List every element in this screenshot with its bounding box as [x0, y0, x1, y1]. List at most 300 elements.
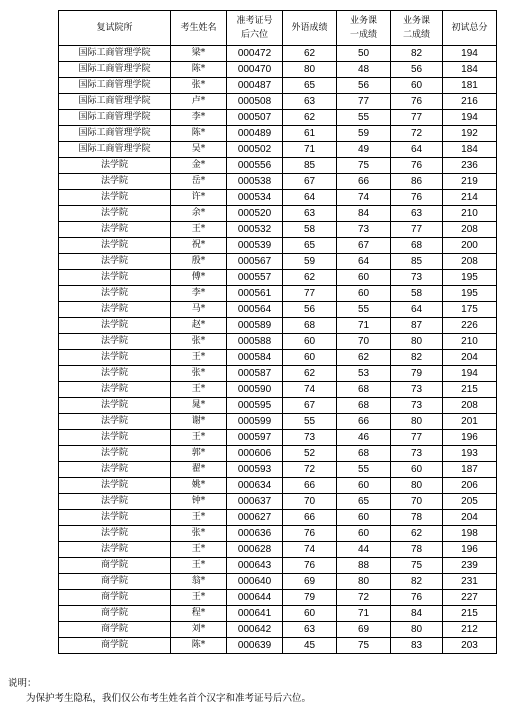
subject-2-cell: 73 [391, 446, 443, 462]
exam-id-cell: 000538 [227, 174, 283, 190]
total-cell: 184 [443, 62, 497, 78]
foreign-language-cell: 71 [283, 142, 337, 158]
header-exam-id-line: 后六位 [240, 30, 268, 40]
subject-1-cell: 62 [337, 350, 391, 366]
subject-1-cell: 50 [337, 46, 391, 62]
subject-1-cell: 72 [337, 590, 391, 606]
total-cell: 196 [443, 542, 497, 558]
subject-1-cell: 68 [337, 398, 391, 414]
subject-1-cell: 80 [337, 574, 391, 590]
foreign-language-cell: 62 [283, 110, 337, 126]
name-cell: 刘* [171, 622, 227, 638]
foreign-language-cell: 56 [283, 302, 337, 318]
subject-2-cell: 76 [391, 190, 443, 206]
exam-id-cell: 000599 [227, 414, 283, 430]
institute-cell: 法学院 [59, 206, 171, 222]
subject-1-cell: 66 [337, 174, 391, 190]
name-cell: 马* [171, 302, 227, 318]
table-row [59, 270, 497, 286]
subject-2-cell: 73 [391, 270, 443, 286]
foreign-language-cell: 70 [283, 494, 337, 510]
foreign-language-cell: 60 [283, 606, 337, 622]
table-row [59, 478, 497, 494]
foreign-language-cell: 74 [283, 382, 337, 398]
total-cell: 175 [443, 302, 497, 318]
total-cell: 206 [443, 478, 497, 494]
exam-id-cell: 000489 [227, 126, 283, 142]
name-cell: 王* [171, 542, 227, 558]
exam-id-cell: 000606 [227, 446, 283, 462]
total-cell: 194 [443, 46, 497, 62]
table-row [59, 462, 497, 478]
subject-2-cell: 62 [391, 526, 443, 542]
total-cell: 215 [443, 606, 497, 622]
subject-2-cell: 82 [391, 46, 443, 62]
institute-cell: 国际工商管理学院 [59, 142, 171, 158]
exam-id-cell: 000534 [227, 190, 283, 206]
subject-1-cell: 65 [337, 494, 391, 510]
total-cell: 216 [443, 94, 497, 110]
total-cell: 181 [443, 78, 497, 94]
subject-2-cell: 78 [391, 542, 443, 558]
institute-cell: 国际工商管理学院 [59, 62, 171, 78]
institute-cell: 商学院 [59, 558, 171, 574]
foreign-language-cell: 63 [283, 622, 337, 638]
table-row [59, 542, 497, 558]
subject-1-cell: 60 [337, 286, 391, 302]
total-cell: 215 [443, 382, 497, 398]
subject-1-cell: 75 [337, 158, 391, 174]
name-cell: 赵* [171, 318, 227, 334]
name-cell: 王* [171, 510, 227, 526]
institute-cell: 国际工商管理学院 [59, 94, 171, 110]
name-cell: 翁* [171, 574, 227, 590]
exam-id-cell: 000556 [227, 158, 283, 174]
exam-id-cell: 000561 [227, 286, 283, 302]
table-row [59, 254, 497, 270]
table-row [59, 414, 497, 430]
table-row [59, 318, 497, 334]
name-cell: 晁* [171, 398, 227, 414]
table-row [59, 222, 497, 238]
institute-cell: 法学院 [59, 494, 171, 510]
foreign-language-cell: 67 [283, 174, 337, 190]
subject-1-cell: 59 [337, 126, 391, 142]
header-total [443, 11, 497, 46]
exam-id-cell: 000507 [227, 110, 283, 126]
foreign-language-cell: 67 [283, 398, 337, 414]
exam-id-cell: 000641 [227, 606, 283, 622]
foreign-language-cell: 55 [283, 414, 337, 430]
name-cell: 王* [171, 222, 227, 238]
table-row [59, 510, 497, 526]
table-row [59, 238, 497, 254]
total-cell: 219 [443, 174, 497, 190]
total-cell: 194 [443, 366, 497, 382]
name-cell: 张* [171, 78, 227, 94]
subject-1-cell: 60 [337, 510, 391, 526]
foreign-language-cell: 79 [283, 590, 337, 606]
exam-id-cell: 000640 [227, 574, 283, 590]
exam-id-cell: 000564 [227, 302, 283, 318]
table-row [59, 526, 497, 542]
institute-cell: 法学院 [59, 526, 171, 542]
foreign-language-cell: 61 [283, 126, 337, 142]
foreign-language-cell: 72 [283, 462, 337, 478]
total-cell: 195 [443, 286, 497, 302]
total-cell: 205 [443, 494, 497, 510]
table-body [59, 46, 497, 654]
subject-2-cell: 64 [391, 142, 443, 158]
exam-id-cell: 000595 [227, 398, 283, 414]
total-cell: 194 [443, 110, 497, 126]
subject-1-cell: 48 [337, 62, 391, 78]
note-text: 为保护考生隐私，我们仅公布考生姓名首个汉字和准考证号后六位。 [26, 693, 312, 704]
foreign-language-cell: 74 [283, 542, 337, 558]
exam-id-cell: 000639 [227, 638, 283, 654]
table-row [59, 142, 497, 158]
subject-2-cell: 64 [391, 302, 443, 318]
subject-1-cell: 55 [337, 462, 391, 478]
subject-2-cell: 82 [391, 574, 443, 590]
exam-id-cell: 000472 [227, 46, 283, 62]
subject-1-cell: 75 [337, 638, 391, 654]
exam-id-cell: 000587 [227, 366, 283, 382]
name-cell: 傅* [171, 270, 227, 286]
subject-1-cell: 53 [337, 366, 391, 382]
note-title: 说明： [8, 678, 37, 689]
subject-1-cell: 55 [337, 302, 391, 318]
total-cell: 184 [443, 142, 497, 158]
name-cell: 殷* [171, 254, 227, 270]
institute-cell: 法学院 [59, 174, 171, 190]
total-cell: 201 [443, 414, 497, 430]
name-cell: 王* [171, 590, 227, 606]
subject-2-cell: 80 [391, 622, 443, 638]
table-header [59, 11, 497, 46]
exam-id-cell: 000539 [227, 238, 283, 254]
foreign-language-cell: 62 [283, 366, 337, 382]
institute-cell: 商学院 [59, 638, 171, 654]
name-cell: 祝* [171, 238, 227, 254]
table-row [59, 334, 497, 350]
foreign-language-cell: 64 [283, 190, 337, 206]
header-subject-1 [337, 11, 391, 46]
total-cell: 226 [443, 318, 497, 334]
exam-id-cell: 000584 [227, 350, 283, 366]
total-cell: 192 [443, 126, 497, 142]
exam-id-cell: 000589 [227, 318, 283, 334]
table-row [59, 302, 497, 318]
name-cell: 张* [171, 334, 227, 350]
name-cell: 李* [171, 110, 227, 126]
subject-2-cell: 79 [391, 366, 443, 382]
subject-2-cell: 82 [391, 350, 443, 366]
foreign-language-cell: 66 [283, 510, 337, 526]
institute-cell: 法学院 [59, 190, 171, 206]
name-cell: 吴* [171, 142, 227, 158]
foreign-language-cell: 68 [283, 318, 337, 334]
name-cell: 翟* [171, 462, 227, 478]
subject-1-cell: 88 [337, 558, 391, 574]
subject-1-cell: 71 [337, 318, 391, 334]
subject-1-cell: 44 [337, 542, 391, 558]
foreign-language-cell: 65 [283, 78, 337, 94]
header-subject-2-line: 二成绩 [402, 30, 430, 40]
institute-cell: 法学院 [59, 430, 171, 446]
foreign-language-cell: 58 [283, 222, 337, 238]
subject-1-cell: 69 [337, 622, 391, 638]
exam-id-cell: 000557 [227, 270, 283, 286]
subject-1-cell: 77 [337, 94, 391, 110]
table-row [59, 126, 497, 142]
name-cell: 许* [171, 190, 227, 206]
total-cell: 212 [443, 622, 497, 638]
institute-cell: 法学院 [59, 398, 171, 414]
institute-cell: 法学院 [59, 270, 171, 286]
table-row [59, 158, 497, 174]
total-cell: 208 [443, 222, 497, 238]
subject-2-cell: 73 [391, 382, 443, 398]
foreign-language-cell: 66 [283, 478, 337, 494]
institute-cell: 法学院 [59, 510, 171, 526]
subject-2-cell: 83 [391, 638, 443, 654]
header-name [171, 11, 227, 46]
subject-2-cell: 70 [391, 494, 443, 510]
foreign-language-cell: 63 [283, 206, 337, 222]
subject-2-cell: 72 [391, 126, 443, 142]
name-cell: 陈* [171, 638, 227, 654]
total-cell: 208 [443, 398, 497, 414]
name-cell: 张* [171, 366, 227, 382]
total-cell: 193 [443, 446, 497, 462]
foreign-language-cell: 63 [283, 94, 337, 110]
subject-1-cell: 64 [337, 254, 391, 270]
exam-id-cell: 000508 [227, 94, 283, 110]
subject-1-cell: 73 [337, 222, 391, 238]
subject-2-cell: 56 [391, 62, 443, 78]
foreign-language-cell: 60 [283, 334, 337, 350]
name-cell: 陈* [171, 62, 227, 78]
exam-id-cell: 000597 [227, 430, 283, 446]
subject-2-cell: 75 [391, 558, 443, 574]
subject-1-cell: 55 [337, 110, 391, 126]
exam-id-cell: 000627 [227, 510, 283, 526]
table-row [59, 286, 497, 302]
institute-cell: 商学院 [59, 590, 171, 606]
total-cell: 210 [443, 206, 497, 222]
institute-cell: 国际工商管理学院 [59, 46, 171, 62]
table-row [59, 174, 497, 190]
table-row [59, 62, 497, 78]
institute-cell: 法学院 [59, 286, 171, 302]
header-institute-line: 复试院所 [96, 23, 133, 33]
header-subject-1-line: 业务课 [349, 16, 377, 26]
table-row [59, 350, 497, 366]
total-cell: 227 [443, 590, 497, 606]
subject-2-cell: 60 [391, 462, 443, 478]
subject-2-cell: 86 [391, 174, 443, 190]
foreign-language-cell: 62 [283, 46, 337, 62]
total-cell: 204 [443, 350, 497, 366]
institute-cell: 商学院 [59, 574, 171, 590]
header-subject-2 [391, 11, 443, 46]
total-cell: 236 [443, 158, 497, 174]
exam-id-cell: 000588 [227, 334, 283, 350]
institute-cell: 法学院 [59, 478, 171, 494]
subject-1-cell: 67 [337, 238, 391, 254]
institute-cell: 法学院 [59, 382, 171, 398]
table-row [59, 430, 497, 446]
name-cell: 陈* [171, 126, 227, 142]
institute-cell: 法学院 [59, 318, 171, 334]
table-row [59, 366, 497, 382]
foreign-language-cell: 62 [283, 270, 337, 286]
table-row [59, 78, 497, 94]
subject-2-cell: 80 [391, 478, 443, 494]
name-cell: 姚* [171, 478, 227, 494]
foreign-language-cell: 85 [283, 158, 337, 174]
name-cell: 岳* [171, 174, 227, 190]
total-cell: 200 [443, 238, 497, 254]
scores-table [58, 10, 497, 654]
subject-2-cell: 77 [391, 222, 443, 238]
name-cell: 王* [171, 558, 227, 574]
subject-1-cell: 46 [337, 430, 391, 446]
header-exam-id-line: 准考证号 [236, 16, 273, 26]
subject-2-cell: 73 [391, 398, 443, 414]
subject-1-cell: 60 [337, 526, 391, 542]
table-row [59, 494, 497, 510]
foreign-language-cell: 45 [283, 638, 337, 654]
institute-cell: 法学院 [59, 334, 171, 350]
subject-2-cell: 84 [391, 606, 443, 622]
institute-cell: 国际工商管理学院 [59, 110, 171, 126]
name-cell: 王* [171, 350, 227, 366]
table-row [59, 46, 497, 62]
subject-1-cell: 60 [337, 478, 391, 494]
exam-id-cell: 000502 [227, 142, 283, 158]
name-cell: 卢* [171, 94, 227, 110]
header-foreign-language [283, 11, 337, 46]
table-row [59, 622, 497, 638]
total-cell: 195 [443, 270, 497, 286]
table-row [59, 94, 497, 110]
total-cell: 239 [443, 558, 497, 574]
exam-id-cell: 000487 [227, 78, 283, 94]
subject-2-cell: 58 [391, 286, 443, 302]
subject-2-cell: 77 [391, 430, 443, 446]
institute-cell: 法学院 [59, 414, 171, 430]
foreign-language-cell: 59 [283, 254, 337, 270]
total-cell: 204 [443, 510, 497, 526]
total-cell: 214 [443, 190, 497, 206]
subject-2-cell: 60 [391, 78, 443, 94]
name-cell: 张* [171, 526, 227, 542]
subject-1-cell: 74 [337, 190, 391, 206]
name-cell: 李* [171, 286, 227, 302]
name-cell: 程* [171, 606, 227, 622]
foreign-language-cell: 80 [283, 62, 337, 78]
institute-cell: 国际工商管理学院 [59, 126, 171, 142]
institute-cell: 商学院 [59, 606, 171, 622]
subject-2-cell: 77 [391, 110, 443, 126]
subject-1-cell: 71 [337, 606, 391, 622]
exam-id-cell: 000567 [227, 254, 283, 270]
name-cell: 王* [171, 430, 227, 446]
subject-2-cell: 63 [391, 206, 443, 222]
subject-2-cell: 76 [391, 590, 443, 606]
name-cell: 谢* [171, 414, 227, 430]
exam-id-cell: 000628 [227, 542, 283, 558]
institute-cell: 法学院 [59, 542, 171, 558]
foreign-language-cell: 77 [283, 286, 337, 302]
foreign-language-cell: 69 [283, 574, 337, 590]
subject-1-cell: 84 [337, 206, 391, 222]
total-cell: 231 [443, 574, 497, 590]
header-institute [59, 11, 171, 46]
foreign-language-cell: 52 [283, 446, 337, 462]
foreign-language-cell: 65 [283, 238, 337, 254]
foreign-language-cell: 60 [283, 350, 337, 366]
header-name-line: 考生姓名 [180, 23, 217, 33]
subject-2-cell: 87 [391, 318, 443, 334]
name-cell: 王* [171, 382, 227, 398]
institute-cell: 法学院 [59, 366, 171, 382]
foreign-language-cell: 76 [283, 526, 337, 542]
header-foreign-language-line: 外语成绩 [291, 23, 328, 33]
header-subject-2-line: 业务课 [402, 16, 430, 26]
total-cell: 196 [443, 430, 497, 446]
table-row [59, 190, 497, 206]
name-cell: 金* [171, 158, 227, 174]
exam-id-cell: 000642 [227, 622, 283, 638]
total-cell: 210 [443, 334, 497, 350]
subject-2-cell: 76 [391, 94, 443, 110]
exam-id-cell: 000532 [227, 222, 283, 238]
total-cell: 203 [443, 638, 497, 654]
table-row [59, 574, 497, 590]
header-subject-1-line: 一成绩 [349, 30, 377, 40]
exam-id-cell: 000636 [227, 526, 283, 542]
subject-1-cell: 68 [337, 446, 391, 462]
total-cell: 187 [443, 462, 497, 478]
header-total-line: 初试总分 [451, 23, 488, 33]
institute-cell: 法学院 [59, 462, 171, 478]
foreign-language-cell: 76 [283, 558, 337, 574]
name-cell: 郭* [171, 446, 227, 462]
foreign-language-cell: 73 [283, 430, 337, 446]
exam-id-cell: 000643 [227, 558, 283, 574]
header-exam-id [227, 11, 283, 46]
table-row [59, 638, 497, 654]
subject-2-cell: 85 [391, 254, 443, 270]
total-cell: 198 [443, 526, 497, 542]
table-row [59, 590, 497, 606]
subject-2-cell: 78 [391, 510, 443, 526]
subject-2-cell: 80 [391, 334, 443, 350]
name-cell: 余* [171, 206, 227, 222]
subject-1-cell: 60 [337, 270, 391, 286]
total-cell: 208 [443, 254, 497, 270]
name-cell: 钟* [171, 494, 227, 510]
subject-2-cell: 68 [391, 238, 443, 254]
exam-id-cell: 000590 [227, 382, 283, 398]
institute-cell: 法学院 [59, 350, 171, 366]
table-row [59, 206, 497, 222]
exam-id-cell: 000520 [227, 206, 283, 222]
name-cell: 梁* [171, 46, 227, 62]
